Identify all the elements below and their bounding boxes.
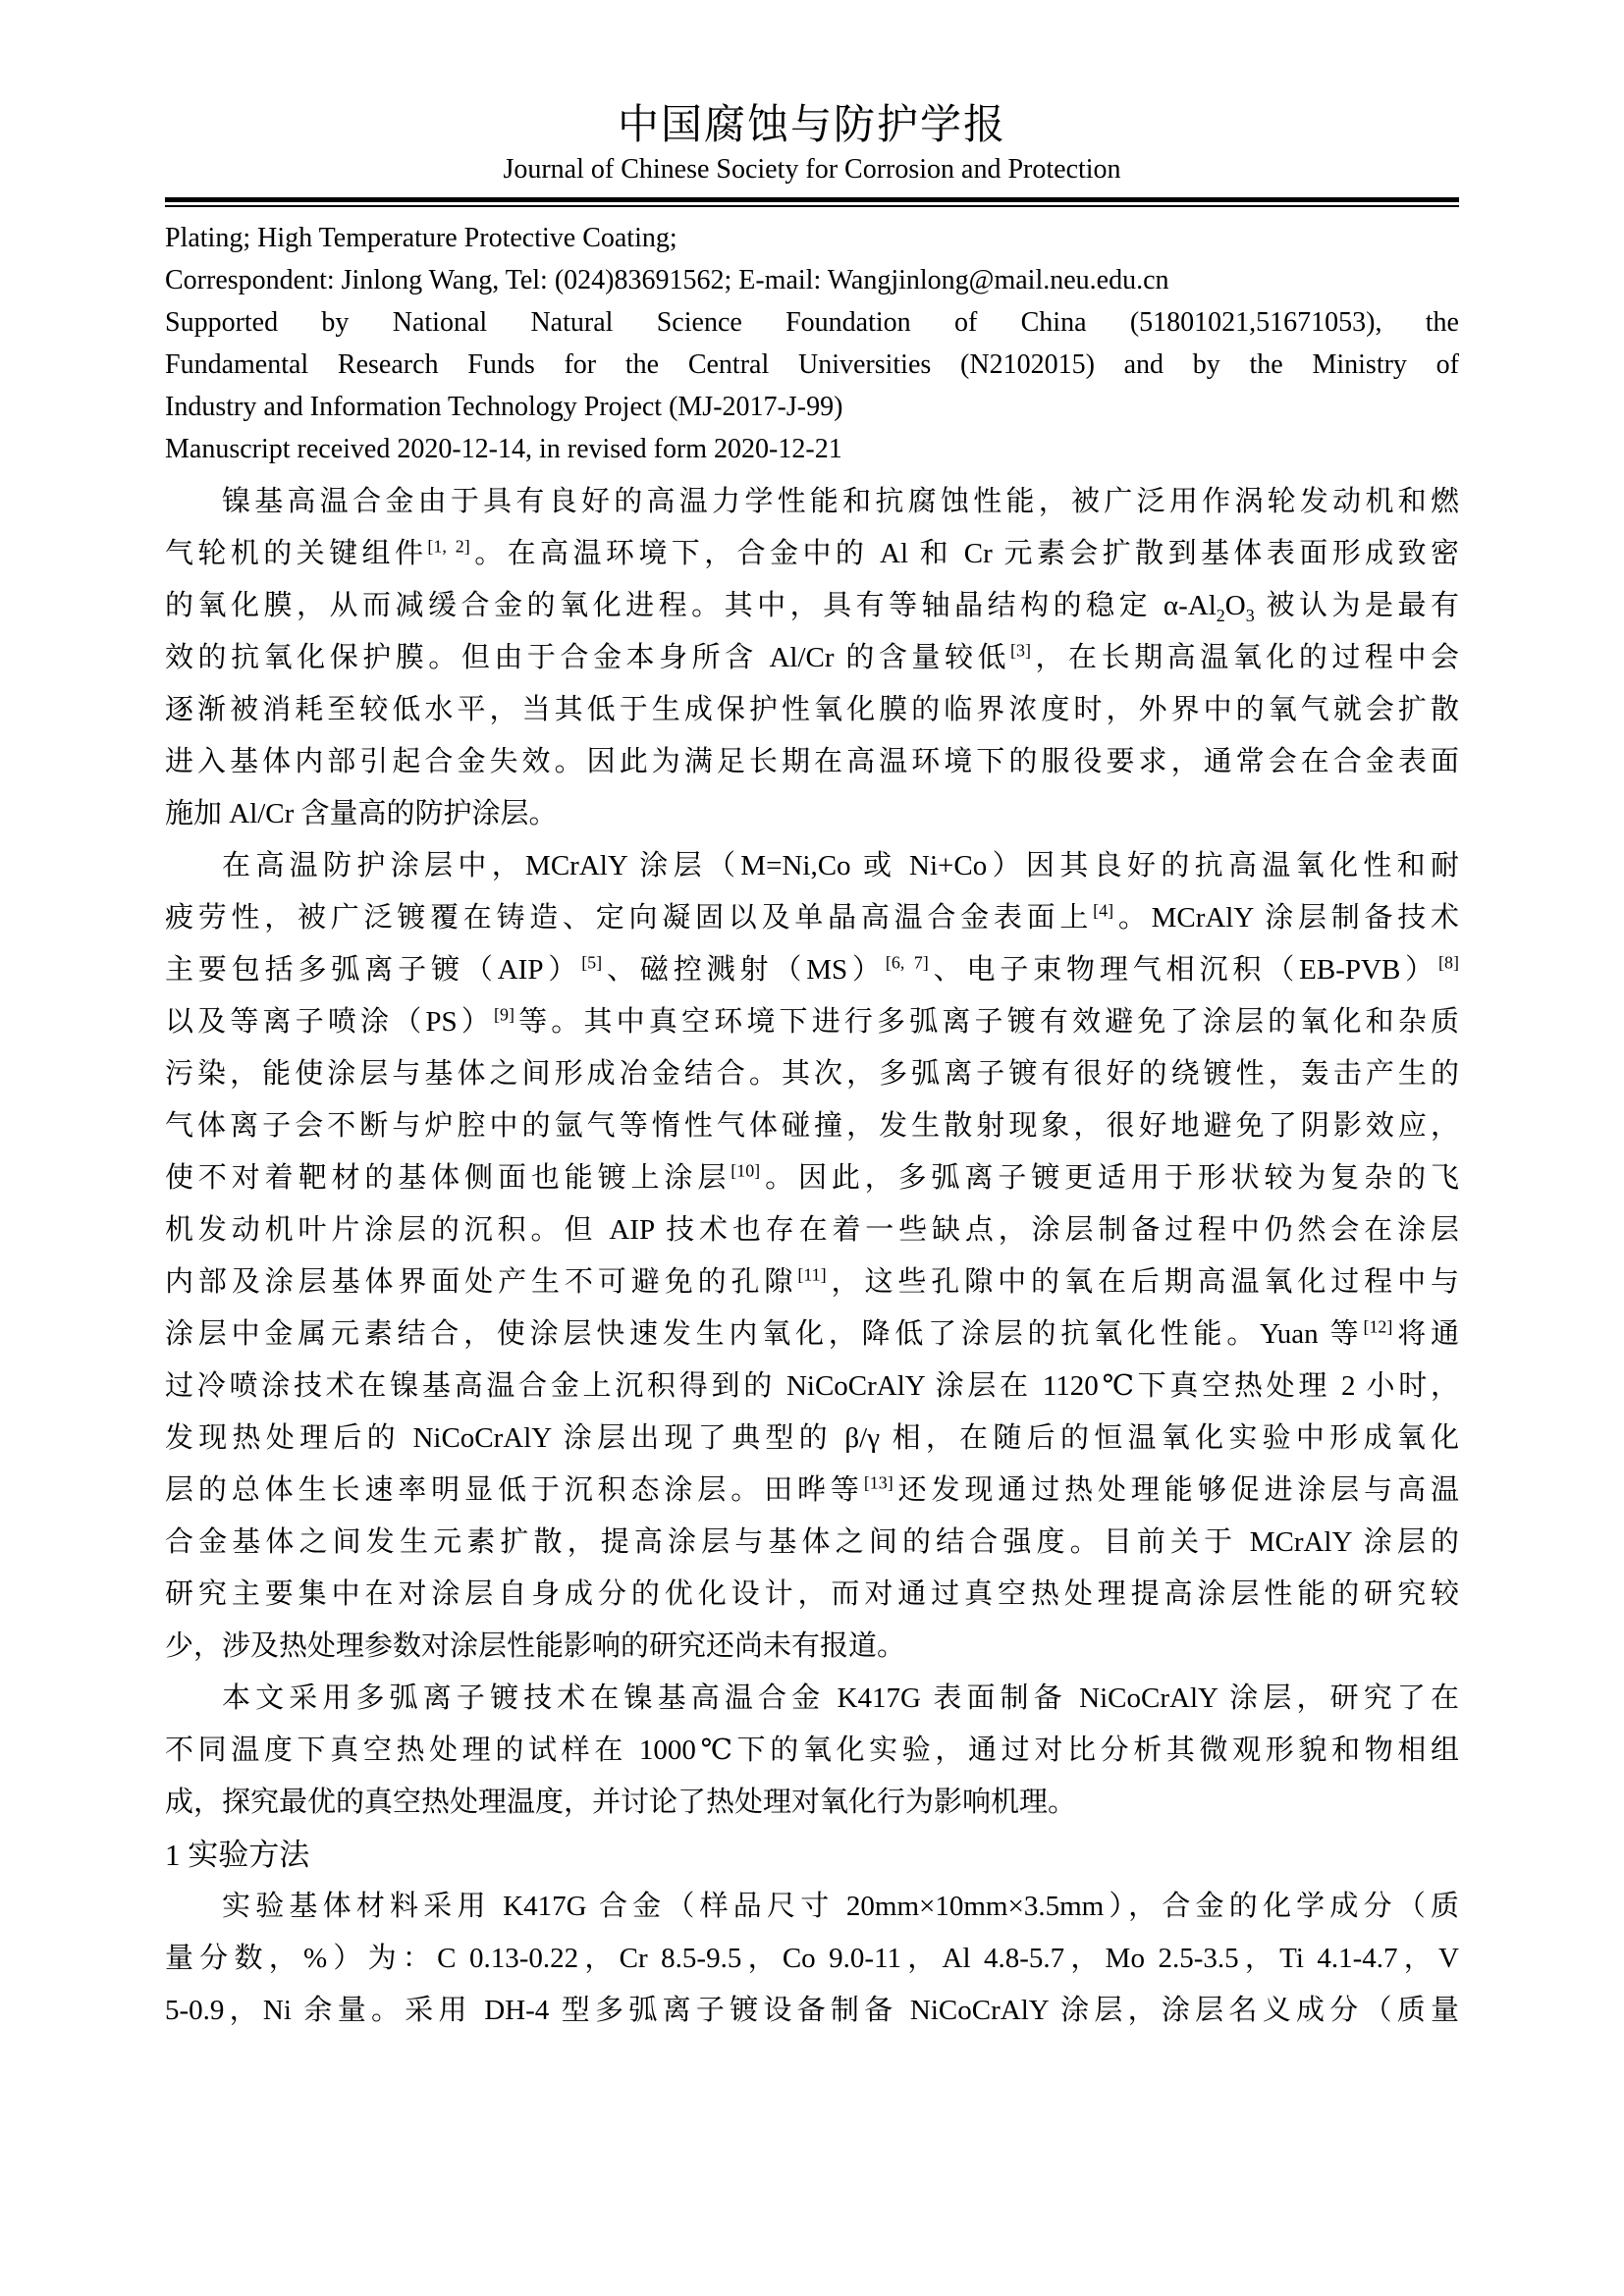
text-line: 合金基体之间发生元素扩散，提高涂层与基体之间的结合强度。目前关于 MCrAlY 涂层的: [165, 1526, 1459, 1559]
front-matter-line: Industry and Information Technology Project (MJ-2017-J-99): [165, 392, 843, 423]
text-line: 少，涉及热处理参数对涂层性能影响的研究还尚未有报道。: [165, 1630, 906, 1663]
text-line: 本文采用多弧离子镀技术在镍基高温合金 K417G 表面制备 NiCoCrAlY 涂层，研究了在: [222, 1682, 1459, 1715]
text-line: 以及等离子喷涂（PS）[9]等。其中真空环境下进行多弧离子镀有效避免了涂层的氧化和杂质: [165, 1004, 1459, 1039]
citation-superscript: [9]: [494, 1004, 514, 1025]
text-line: 的氧化膜，从而减缓合金的氧化进程。其中，具有等轴晶结构的稳定 $\alpha-Al_2O_3$ 被认为是最有: [165, 590, 1459, 625]
section-heading: 1 实验方法: [165, 1838, 310, 1873]
header-rule: [165, 197, 1459, 207]
chemical-subscript: 2: [1216, 605, 1225, 625]
text-line: 不同温度下真空热处理的试样在 1000℃下的氧化实验，通过对比分析其微观形貌和物相组: [165, 1735, 1459, 1767]
text-line: 实验基体材料采用 K417G 合金（样品尺寸 20mm×10mm×3.5mm），合金的化学成分（质: [222, 1891, 1459, 1923]
paragraph: [165, 840, 1459, 1673]
text-line: 涂层中金属元素结合，使涂层快速发生内氧化，降低了涂层的抗氧化性能。Yuan 等[12]将通: [165, 1316, 1459, 1351]
citation-superscript: [6, 7]: [885, 952, 929, 973]
text-line: 成，探究最优的真空热处理温度，并讨论了热处理对氧化行为影响机理。: [165, 1787, 1077, 1819]
paragraph: [165, 1881, 1459, 2037]
citation-superscript: [5]: [581, 952, 603, 973]
text-line: 逐渐被消耗至较低水平，当其低于生成保护性氧化膜的临界浓度时，外界中的氧气就会扩散: [165, 694, 1459, 726]
paragraph: [165, 476, 1459, 840]
text-line: 5-0.9，Ni 余量。采用 DH-4 型多弧离子镀设备制备 NiCoCrAlY 涂层，涂层名义成分（质量: [165, 1995, 1459, 2027]
text-line: 气轮机的关键组件[1, 2]。在高温环境下，合金中的 Al 和 Cr 元素会扩散到基体表面形成致密: [165, 536, 1459, 570]
text-line: 层的总体生长速率明显低于沉积态涂层。田晔等[13]还发现通过热处理能够促进涂层与高温: [165, 1472, 1459, 1507]
journal-title-chinese: 中国腐蚀与防护学报: [617, 103, 1006, 148]
text-line: 疲劳性，被广泛镀覆在铸造、定向凝固以及单晶高温合金表面上[4]。MCrAlY 涂层制备技术: [165, 900, 1459, 934]
front-matter-line: Manuscript received 2020-12-14, in revised form 2020-12-21: [165, 434, 842, 465]
citation-superscript: [8]: [1438, 952, 1459, 973]
front-matter-line: Plating; High Temperature Protective Coating;: [165, 223, 677, 254]
journal-title-english: Journal of Chinese Society for Corrosion and Protection: [503, 154, 1121, 186]
text-line: 效的抗氧化保护膜。但由于合金本身所含 Al/Cr 的含量较低[3]，在长期高温氧化的过程中会: [165, 640, 1459, 674]
text-line: 气体离子会不断与炉腔中的氩气等惰性气体碰撞，发生散射现象，很好地避免了阴影效应，: [165, 1110, 1459, 1143]
citation-superscript: [13]: [863, 1472, 893, 1493]
chemical-subscript: 3: [1245, 605, 1255, 625]
article-body: [165, 476, 1459, 2037]
text-line: 量分数，%）为：C 0.13-0.22，Cr 8.5-9.5，Co 9.0-11，Al 4.8-5.7，Mo 2.5-3.5，Ti 4.1-4.7，V: [165, 1943, 1459, 1975]
paragraph: [165, 1673, 1459, 1829]
citation-superscript: [4]: [1093, 900, 1114, 921]
text-line: 在高温防护涂层中，MCrAlY 涂层（M=Ni,Co 或 Ni+Co）因其良好的抗高温氧化性和耐: [222, 850, 1459, 882]
text-line: 使不对着靶材的基体侧面也能镀上涂层[10]。因此，多弧离子镀更适用于形状较为复杂的飞: [165, 1160, 1459, 1195]
text-line: 内部及涂层基体界面处产生不可避免的孔隙[11]，这些孔隙中的氧在后期高温氧化过程中与: [165, 1264, 1459, 1299]
front-matter-line: Correspondent: Jinlong Wang, Tel: (024)83691562; E-mail: Wangjinlong@mail.neu.edu.cn: [165, 265, 1169, 296]
header-rule-thick-line: [165, 197, 1459, 202]
text-line: 研究主要集中在对涂层自身成分的优化设计，而对通过真空热处理提高涂层性能的研究较: [165, 1578, 1459, 1611]
text-line: 主要包括多弧离子镀（AIP）[5]、磁控溅射（MS）[6, 7]、电子束物理气相沉积（EB-PVB）[8]: [165, 952, 1459, 987]
citation-superscript: [3]: [1010, 640, 1031, 661]
front-matter: [165, 217, 1459, 470]
text-line: 进入基体内部引起合金失效。因此为满足长期在高温环境下的服役要求，通常会在合金表面: [165, 746, 1459, 778]
citation-superscript: [1, 2]: [427, 536, 470, 557]
text-line: 发现热处理后的 NiCoCrAlY 涂层出现了典型的 β/γ 相，在随后的恒温氧化实验中形成氧化: [165, 1422, 1459, 1455]
text-line: 过冷喷涂技术在镍基高温合金上沉积得到的 NiCoCrAlY 涂层在 1120℃下真空热处理 2 小时，: [165, 1370, 1459, 1403]
citation-superscript: [11]: [797, 1264, 827, 1285]
header-rule-thin-line: [165, 205, 1459, 207]
text-line: 机发动机叶片涂层的沉积。但 AIP 技术也存在着一些缺点，涂层制备过程中仍然会在涂层: [165, 1214, 1459, 1247]
front-matter-line: Supported by National Natural Science Foundation of China (51801021,51671053), the: [165, 307, 1459, 339]
citation-superscript: [10]: [731, 1160, 761, 1181]
page-content: [0, 102, 1624, 2037]
text-line: 污染，能使涂层与基体之间形成冶金结合。其次，多弧离子镀有很好的绕镀性，轰击产生的: [165, 1058, 1459, 1091]
text-line: 施加 Al/Cr 含量高的防护涂层。: [165, 798, 558, 830]
text-line: 镍基高温合金由于具有良好的高温力学性能和抗腐蚀性能，被广泛用作涡轮发动机和燃: [222, 486, 1459, 518]
front-matter-line: Fundamental Research Funds for the Central Universities (N2102015) and by the Ministry of: [165, 349, 1459, 381]
citation-superscript: [12]: [1363, 1316, 1393, 1337]
